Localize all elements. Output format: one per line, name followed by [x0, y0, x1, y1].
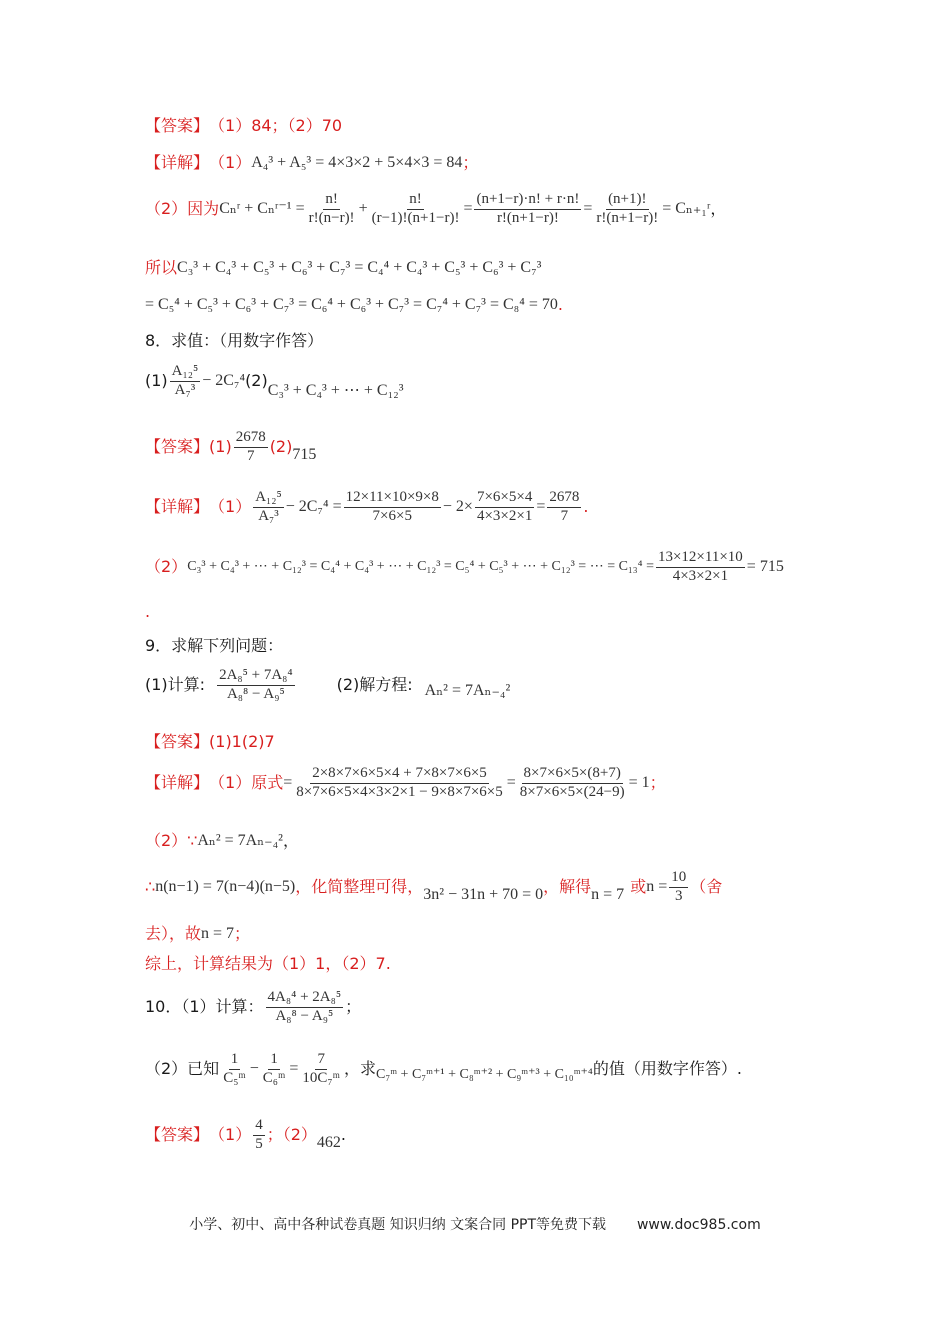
footer-text: 小学、初中、高中各种试卷真题 知识归纳 文案合同 PPT等免费下载 [189, 1217, 607, 1233]
fraction: $\frac{\text{A₁₂⁵}}{\text{A₇³}}$ [255, 489, 282, 524]
part-label: ；（2） [266, 1125, 317, 1145]
fraction: $\frac{(n+1-r)\cdot n! + r\cdot n!}{r!(n+1-r)!}$ [476, 191, 580, 226]
fraction: $\frac{1}{\text{C₅ᵐ}}$ [223, 1051, 246, 1086]
detail-text: 或 [630, 877, 647, 897]
detail-text: ，求 [343, 1059, 376, 1079]
math-expression: − 2× [442, 498, 473, 516]
fraction: $\frac{12\times 11\times 10\times 9\times 8}{7\times 6\times 5}$ [345, 489, 439, 524]
fraction: $\frac{10}{3}$ [671, 869, 687, 904]
q8-answer-line [145, 430, 316, 465]
part-label: (2)解方程: [336, 675, 413, 695]
math-expression: n = 7 [591, 886, 625, 904]
fraction: $\frac{\text{2A₈⁵ + 7A₈⁴}}{\text{A₈⁸ − A₉⁵}}$ [219, 667, 293, 702]
punctuation: ， [282, 831, 299, 850]
detail-part-1: （1） [209, 497, 252, 517]
math-expression: = [536, 498, 546, 516]
detail-part-3: ∴ [145, 877, 156, 897]
detail-text: 的值（用数字作答）. [592, 1059, 742, 1079]
footer-link[interactable]: www.doc985.com [636, 1217, 761, 1233]
fraction: $\frac{7}{\text{10C₇ᵐ}}$ [302, 1051, 340, 1086]
question-title: 10．（1）计算： [145, 997, 264, 1017]
punctuation: ， [710, 199, 727, 219]
part-label: (1) [145, 371, 168, 391]
punctuation: . [340, 1125, 346, 1145]
math-expression: − 2C₇⁴ = [285, 498, 342, 516]
q10-title [145, 990, 361, 1025]
math-expression: = C₅⁴ + C₅³ + C₆³ + C₇³ = C₆⁴ + C₆³ + C₇³ = C₇⁴ + C₇³ = C₈⁴ = 70 [145, 296, 558, 313]
math-expression: 3n² − 31n + 70 = 0 [423, 886, 544, 904]
q9-title [145, 638, 283, 654]
q9-detail-line-5 [145, 956, 391, 972]
math-expression: n = 7 [201, 925, 235, 942]
fraction: $\frac{n!}{r!(n-r)!}$ [308, 191, 355, 226]
part-label: （2）已知 [145, 1059, 220, 1079]
answer-value: 462 [316, 1134, 341, 1152]
punctuation: ； [345, 997, 362, 1017]
math-expression: = 715 [746, 558, 784, 576]
q9-detail-line-3 [145, 870, 722, 905]
punctuation: ； [462, 153, 479, 172]
detail-text: ，解得 [543, 877, 592, 897]
fraction: $\frac{2678}{7}$ [549, 489, 580, 524]
question-title: 9．求解下列问题： [145, 636, 284, 655]
detail-part-2: （2）∵ [145, 831, 198, 850]
detail-label: 【详解】 [145, 773, 210, 793]
math-expression: C₃³ + C₄³ + C₅³ + C₆³ + C₇³ = C₄⁴ + C₄³ + C₅³ + C₆³ + C₇³ [177, 259, 542, 276]
q9-answer-line [145, 734, 275, 750]
detail-part-1: （1） [209, 153, 252, 172]
fraction: $\frac{8\times 7\times 6\times 5\times(8+7)}{8\times 7\times 6\times 5\times(24-9)}$ [519, 765, 625, 800]
fraction: $\frac{1}{\text{C₆ᵐ}}$ [262, 1051, 286, 1086]
detail-label: 【详解】 [145, 153, 210, 172]
q8-detail-end [145, 604, 150, 620]
punctuation: . [145, 602, 151, 621]
math-expression: A₄³ + A₅³ = 4×3×2 + 5×4×3 = 84 [251, 154, 463, 171]
punctuation: . [583, 497, 589, 517]
fraction: $\frac{7\times 6\times 5\times 4}{4\times 3\times 2\times 1}$ [476, 489, 533, 524]
answer-label: 【答案】 [145, 732, 210, 751]
detail-part-3: 所以 [145, 258, 178, 277]
q7-detail-line-1 [145, 155, 478, 171]
math-expression: Aₙ² = 7Aₙ₋₄² [197, 832, 283, 849]
part-label: （1） [209, 1125, 252, 1145]
punctuation: . [557, 295, 563, 314]
q9-parts [145, 668, 510, 703]
fraction: $\frac{2678}{7}$ [235, 429, 266, 464]
answer-text: （1）84；（2）70 [209, 116, 343, 135]
detail-part-2: （2） [145, 557, 188, 577]
detail-part-1: （1）原式 [209, 773, 284, 793]
fraction: $\frac{(n+1)!}{r!(n+1-r)!}$ [596, 191, 659, 226]
fraction: $\frac{2\times 8\times 7\times 6\times 5\times 4 + 7\times 8\times 7\times 6\times 5}{8\times 7\times 6\times 5\times 4\times 3\times 2\times 1 - 9\times 8\times 7\times 6\times 5}$ [296, 765, 503, 800]
math-expression: − [249, 1060, 259, 1078]
q7-answer-line [145, 118, 342, 134]
detail-text: 去），故 [145, 924, 202, 943]
math-expression: = [289, 1060, 299, 1078]
math-expression: = 1 [628, 774, 650, 792]
part-label: (1)计算: [145, 675, 206, 695]
part-label: (2) [269, 437, 293, 457]
punctuation: ； [234, 924, 251, 943]
part-label: (1) [209, 437, 232, 457]
fraction: $\frac{\text{A₁₂⁵}}{\text{A₇³}}$ [171, 363, 199, 398]
answer-label: 【答案】 [145, 1125, 210, 1145]
math-expression: Aₙ² = 7Aₙ₋₄² [424, 682, 511, 700]
math-expression: n(n−1) = 7(n−4)(n−5) [155, 878, 296, 896]
answer-value: 715 [292, 446, 317, 464]
q10-answer-line [145, 1118, 346, 1153]
q7-detail-line-4 [145, 297, 563, 313]
q7-detail-line-2: （2）因为 Cₙʳ + Cₙʳ⁻¹ = $\frac{n!}{r!(n-r)!}$ + $\frac{n!}{(r-1)!(n+1-r)!}$ = $\frac{(n+1-r)\cdot n! + r\cdot n!}{r!(n+1-r)!}$ = $\frac{(n+1)!}{r!(n+1-r)!}$ = Cₙ₊₁ʳ ， [145, 191, 727, 226]
answer-label: 【答案】 [145, 437, 210, 457]
q9-detail-line-1: 【详解】 （1）原式 = $\frac{2\times 8\times 7\times 6\times 5\times 4 + 7\times 8\times 7\times 6\times 5}{8\times 7\times 6\times 5\times 4\times 3\times 2\times 1 - 9\times 8\times 7\times 6\times 5}$ = $\frac{8\times 7\times 6\times 5\times(8+7)}{8\times 7\times 6\times 5\times(24-9)}$ = 1 ； [145, 765, 666, 800]
math-expression: C₃³ + C₄³ + ⋯ + C₁₂³ = C₄⁴ + C₄³ + ⋯ + C₁₂³ = C₅⁴ + C₅³ + ⋯ + C₁₂³ = ⋯ = C₁₃⁴ = [187, 559, 654, 575]
q8-parts [145, 364, 404, 399]
question-title: 8．求值：（用数字作答） [145, 331, 324, 350]
detail-part-2: （2）因为 [145, 199, 220, 219]
answer-text: (1)1(2)7 [209, 732, 275, 751]
fraction: $\frac{n!}{(r-1)!(n+1-r)!}$ [371, 191, 460, 226]
math-expression: n = [646, 878, 668, 896]
q9-detail-line-4 [145, 926, 250, 942]
page-footer [0, 1214, 950, 1234]
punctuation: ； [649, 773, 666, 793]
q8-detail-line-2 [145, 550, 784, 585]
detail-text: （舍 [690, 877, 723, 897]
q8-detail-line-1 [145, 490, 588, 525]
q10-part-2 [145, 1052, 742, 1087]
fraction: $\frac{4}{5}$ [255, 1117, 263, 1152]
math-expression: C₇ᵐ + C₇ᵐ⁺¹ + C₈ᵐ⁺² + C₉ᵐ⁺³ + C₁₀ᵐ⁺⁴ [376, 1067, 593, 1083]
answer-label: 【答案】 [145, 116, 210, 135]
q7-detail-line-3 [145, 260, 541, 276]
part-label: (2) [245, 371, 268, 391]
summary-text: 综上，计算结果为（1）1，（2）7. [145, 954, 391, 973]
detail-label: 【详解】 [145, 497, 210, 517]
math-expression: − 2C₇⁴ [202, 372, 246, 390]
math-expression: Cₙʳ + Cₙʳ⁻¹ = [219, 200, 305, 218]
fraction: $\frac{\text{4A₈⁴ + 2A₈⁵}}{\text{A₈⁸ − A₉⁵}}$ [267, 989, 342, 1024]
math-expression: C₃³ + C₄³ + ⋯ + C₁₂³ [267, 382, 404, 400]
fraction: $\frac{13\times 12\times 11\times 10}{4\times 3\times 2\times 1}$ [657, 549, 743, 584]
detail-text: ，化简整理可得， [295, 877, 424, 897]
math-expression: = Cₙ₊₁ʳ [662, 200, 711, 218]
q9-detail-line-2 [145, 833, 299, 849]
q8-title [145, 333, 323, 349]
